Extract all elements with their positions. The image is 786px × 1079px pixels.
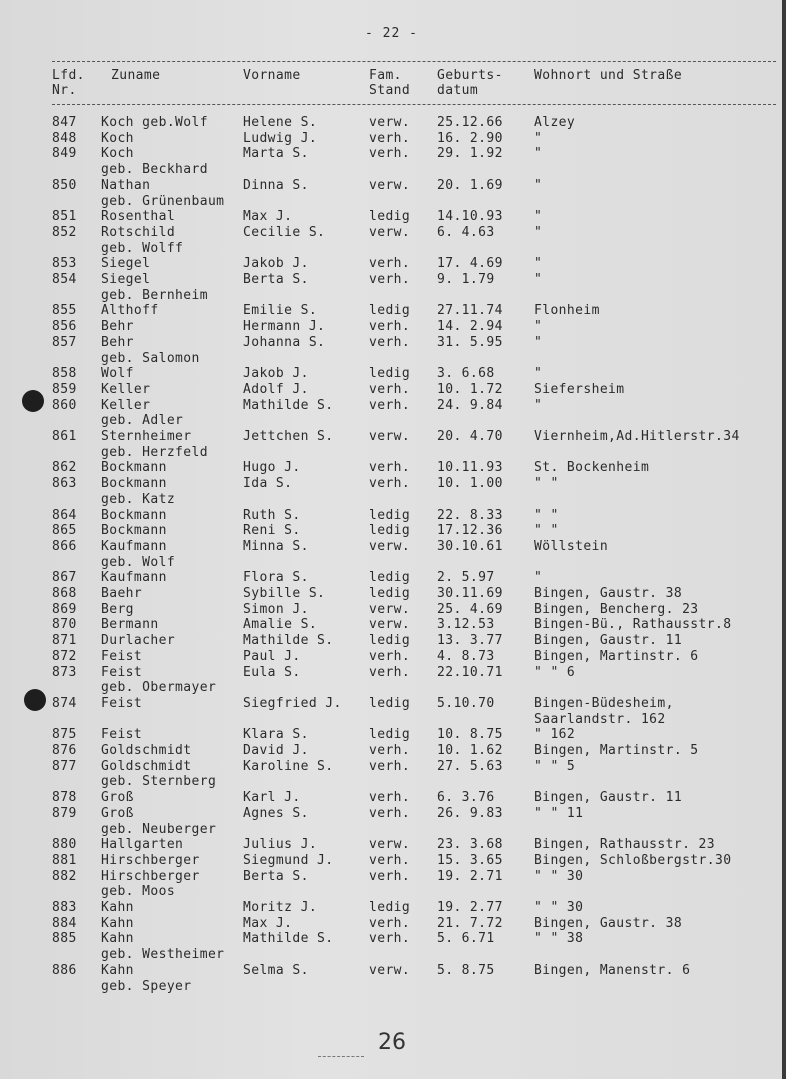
birth-date-cell: 3.12.53 <box>437 617 495 633</box>
surname-cell: Kaufmann <box>101 570 167 586</box>
residence-cell: Bingen, Martinstr. 6 <box>534 648 699 664</box>
residence-cell: Bingen, Rathausstr. 23 <box>534 837 715 853</box>
rule-header <box>52 104 776 105</box>
marital-status-cell: verh. <box>369 381 411 397</box>
marital-status-cell: verh. <box>369 146 411 162</box>
first-name-cell: Ida S. <box>243 476 293 492</box>
marital-status-cell: verw. <box>369 837 411 853</box>
birth-date-cell: 10.11.93 <box>437 460 503 476</box>
marital-status-cell: verw. <box>369 601 411 617</box>
marital-status-cell: ledig <box>369 209 411 225</box>
punch-hole <box>22 390 44 412</box>
first-name-cell: Cecilie S. <box>243 224 326 240</box>
surname-cell: Siegel <box>101 272 151 287</box>
birth-date-cell: 10. 1.72 <box>437 381 503 397</box>
birth-date-cell: 25.12.66 <box>437 115 503 130</box>
surname-cell: Groß <box>101 790 134 806</box>
residence-cell: Viernheim,Ad.Hitlerstr.34 <box>534 429 740 444</box>
entry-number-cell: 855 <box>52 303 77 319</box>
marital-status-cell: verh. <box>369 256 411 272</box>
marital-status-cell: ledig <box>369 695 411 711</box>
marital-status-cell: ledig <box>369 303 411 319</box>
birth-date-cell: 10. 1.62 <box>437 743 503 758</box>
marital-status-cell: ledig <box>369 366 411 382</box>
marital-status-cell: verh. <box>369 931 411 947</box>
first-name-cell: Hermann J. <box>243 319 326 335</box>
header-datum: datum <box>437 83 479 98</box>
entry-number-cell: 880 <box>52 837 77 853</box>
entry-number-cell: 849 <box>52 146 77 162</box>
entry-number-cell: 868 <box>52 586 77 601</box>
marital-status-cell: ledig <box>369 523 411 539</box>
birth-date-cell: 26. 9.83 <box>437 805 503 821</box>
residence-cell: Bingen, Gaustr. 38 <box>534 586 683 601</box>
surname-cell: Althoff <box>101 303 159 319</box>
entry-number-cell: 861 <box>52 429 77 444</box>
header-fam: Fam. <box>369 68 402 83</box>
residence-cell: " " <box>534 507 559 523</box>
entry-number-cell: 869 <box>52 601 77 617</box>
marital-status-cell: verh. <box>369 648 411 664</box>
marital-status-cell: ledig <box>369 507 411 523</box>
birth-date-cell: 30.10.61 <box>437 538 503 554</box>
marital-status-cell: ledig <box>369 633 411 649</box>
header-wohnort: Wohnort und Straße <box>534 68 683 83</box>
marital-status-cell: verh. <box>369 852 411 868</box>
first-name-cell: Mathilde S. <box>243 931 334 947</box>
marital-status-cell: verh. <box>369 758 411 774</box>
marital-status-cell: verh. <box>369 915 411 931</box>
entry-number-cell: 886 <box>52 962 77 978</box>
first-name-cell: Amalie S. <box>243 617 318 633</box>
residence-cell: St. Bockenheim <box>534 460 650 476</box>
residence-cell: Bingen, Bencherg. 23 <box>534 601 699 617</box>
first-name-cell: Mathilde S. <box>243 633 334 649</box>
first-name-cell: Paul J. <box>243 648 301 664</box>
first-name-cell: Klara S. <box>243 727 309 743</box>
residence-cell: " " 5 <box>534 758 576 774</box>
residence-cell: " <box>534 366 543 382</box>
entry-number-cell: 876 <box>52 743 77 758</box>
first-name-cell: Dinna S. <box>243 177 309 193</box>
residence-cell: " <box>534 177 543 193</box>
residence-cell: Bingen, Gaustr. 38 <box>534 915 683 931</box>
header-vorname: Vorname <box>243 68 301 83</box>
first-name-cell: Flora S. <box>243 570 309 586</box>
first-name-cell: Selma S. <box>243 962 309 978</box>
surname-cell: geb. Speyer <box>101 978 192 994</box>
marital-status-cell: verw. <box>369 538 411 554</box>
first-name-cell: Mathilde S. <box>243 397 334 413</box>
birth-date-cell: 6. 3.76 <box>437 790 495 806</box>
birth-date-cell: 5. 6.71 <box>437 931 495 947</box>
header-geburts: Geburts- <box>437 68 503 83</box>
birth-date-cell: 10. 8.75 <box>437 727 503 743</box>
surname-cell: geb. Bernheim <box>101 287 208 303</box>
surname-cell: Koch <box>101 130 134 146</box>
birth-date-cell: 4. 8.73 <box>437 648 495 664</box>
first-name-cell: Agnes S. <box>243 805 309 821</box>
first-name-cell: Jakob J. <box>243 256 309 272</box>
surname-cell: Behr <box>101 334 134 350</box>
entry-number-cell: 881 <box>52 852 77 868</box>
marital-status-cell: ledig <box>369 900 411 915</box>
surname-cell: Nathan <box>101 177 151 193</box>
surname-cell: Siegel <box>101 256 151 272</box>
marital-status-cell: verw. <box>369 962 411 978</box>
surname-cell: geb. Beckhard <box>101 162 208 178</box>
residence-cell: Saarlandstr. 162 <box>534 711 666 727</box>
residence-cell: Bingen, Schloßbergstr.30 <box>534 852 732 868</box>
entry-number-cell: 852 <box>52 224 77 240</box>
birth-date-cell: 30.11.69 <box>437 586 503 601</box>
entry-number-cell: 878 <box>52 790 77 806</box>
residence-cell: Flonheim <box>534 303 600 319</box>
marital-status-cell: verh. <box>369 790 411 806</box>
entry-number-cell: 870 <box>52 617 77 633</box>
residence-cell: Alzey <box>534 115 576 130</box>
marital-status-cell: verh. <box>369 397 411 413</box>
birth-date-cell: 9. 1.79 <box>437 272 495 287</box>
birth-date-cell: 13. 3.77 <box>437 633 503 649</box>
surname-cell: Kahn <box>101 962 134 978</box>
marital-status-cell: ledig <box>369 570 411 586</box>
first-name-cell: Moritz J. <box>243 900 318 915</box>
entry-number-cell: 856 <box>52 319 77 335</box>
first-name-cell: David J. <box>243 743 309 758</box>
entry-number-cell: 850 <box>52 177 77 193</box>
birth-date-cell: 2. 5.97 <box>437 570 495 586</box>
residence-cell: " " 30 <box>534 900 584 915</box>
marital-status-cell: ledig <box>369 727 411 743</box>
marital-status-cell: verh. <box>369 130 411 146</box>
entry-number-cell: 874 <box>52 695 77 711</box>
birth-date-cell: 6. 4.63 <box>437 224 495 240</box>
birth-date-cell: 22.10.71 <box>437 664 503 680</box>
birth-date-cell: 15. 3.65 <box>437 852 503 868</box>
first-name-cell: Helene S. <box>243 115 318 130</box>
surname-cell: geb. Adler <box>101 413 184 429</box>
surname-cell: Bockmann <box>101 460 167 476</box>
header-stand: Stand <box>369 83 411 98</box>
residence-cell: " <box>534 272 543 287</box>
first-name-cell: Berta S. <box>243 868 309 884</box>
surname-cell: geb. Westheimer <box>101 947 225 963</box>
residence-cell: " " 38 <box>534 931 584 947</box>
first-name-cell: Eula S. <box>243 664 301 680</box>
surname-cell: Keller <box>101 397 151 413</box>
birth-date-cell: 17.12.36 <box>437 523 503 539</box>
residence-cell: Bingen-Bü., Rathausstr.8 <box>534 617 732 633</box>
first-name-cell: Minna S. <box>243 538 309 554</box>
residence-cell: " <box>534 130 543 146</box>
entry-number-cell: 871 <box>52 633 77 649</box>
marital-status-cell: verw. <box>369 617 411 633</box>
surname-cell: Rosenthal <box>101 209 176 225</box>
entry-number-cell: 885 <box>52 931 77 947</box>
first-name-cell: Emilie S. <box>243 303 318 319</box>
entry-number-cell: 867 <box>52 570 77 586</box>
surname-cell: Rotschild <box>101 224 176 240</box>
surname-cell: Durlacher <box>101 633 176 649</box>
marital-status-cell: verh. <box>369 460 411 476</box>
marital-status-cell: verw. <box>369 115 411 130</box>
marital-status-cell: verw. <box>369 429 411 444</box>
surname-cell: geb. Moos <box>101 884 176 900</box>
surname-cell: Goldschmidt <box>101 758 192 774</box>
residence-cell: Bingen, Gaustr. 11 <box>534 790 683 806</box>
marital-status-cell: verh. <box>369 743 411 758</box>
birth-date-cell: 29. 1.92 <box>437 146 503 162</box>
first-name-cell: Hugo J. <box>243 460 301 476</box>
surname-cell: Kahn <box>101 915 134 931</box>
surname-cell: Behr <box>101 319 134 335</box>
marital-status-cell: verh. <box>369 664 411 680</box>
birth-date-cell: 14.10.93 <box>437 209 503 225</box>
first-name-cell: Karoline S. <box>243 758 334 774</box>
entry-number-cell: 875 <box>52 727 77 743</box>
birth-date-cell: 27. 5.63 <box>437 758 503 774</box>
header-lfd: Lfd. <box>52 68 85 83</box>
marital-status-cell: verh. <box>369 476 411 492</box>
page-number: - 22 - <box>365 26 418 41</box>
surname-cell: Wolf <box>101 366 134 382</box>
surname-cell: Keller <box>101 381 151 397</box>
birth-date-cell: 19. 2.77 <box>437 900 503 915</box>
residence-cell: Bingen, Manenstr. 6 <box>534 962 691 978</box>
surname-cell: Baehr <box>101 586 143 601</box>
birth-date-cell: 20. 1.69 <box>437 177 503 193</box>
page-edge-shadow <box>782 0 786 1079</box>
surname-cell: geb. Grünenbaum <box>101 193 225 209</box>
first-name-cell: Max J. <box>243 915 293 931</box>
surname-cell: geb. Neuberger <box>101 821 217 837</box>
residence-cell: Bingen-Büdesheim, <box>534 695 674 711</box>
surname-cell: Hirschberger <box>101 868 200 884</box>
surname-cell: Koch <box>101 146 134 162</box>
surname-cell: Bockmann <box>101 507 167 523</box>
surname-cell: Feist <box>101 664 143 680</box>
birth-date-cell: 20. 4.70 <box>437 429 503 444</box>
first-name-cell: Jettchen S. <box>243 429 334 444</box>
entry-number-cell: 857 <box>52 334 77 350</box>
surname-cell: geb. Herzfeld <box>101 444 208 460</box>
entry-number-cell: 884 <box>52 915 77 931</box>
entry-number-cell: 865 <box>52 523 77 539</box>
folio-number: 26 <box>378 1030 406 1055</box>
first-name-cell: Siegfried J. <box>243 695 342 711</box>
entry-number-cell: 848 <box>52 130 77 146</box>
surname-cell: Hallgarten <box>101 837 184 853</box>
first-name-cell: Jakob J. <box>243 366 309 382</box>
surname-cell: geb. Katz <box>101 491 176 507</box>
surname-cell: Kaufmann <box>101 538 167 554</box>
surname-cell: Feist <box>101 648 143 664</box>
surname-cell: geb. Wolf <box>101 554 176 570</box>
birth-date-cell: 24. 9.84 <box>437 397 503 413</box>
residence-cell: " <box>534 224 543 240</box>
surname-cell: Groß <box>101 805 134 821</box>
marital-status-cell: verh. <box>369 334 411 350</box>
entry-number-cell: 882 <box>52 868 77 884</box>
first-name-cell: Karl J. <box>243 790 301 806</box>
marital-status-cell: verh. <box>369 272 411 287</box>
surname-cell: Sternheimer <box>101 429 192 444</box>
residence-cell: " " <box>534 476 559 492</box>
entry-number-cell: 879 <box>52 805 77 821</box>
birth-date-cell: 31. 5.95 <box>437 334 503 350</box>
surname-cell: Hirschberger <box>101 852 200 868</box>
surname-cell: Goldschmidt <box>101 743 192 758</box>
surname-cell: Koch geb.Wolf <box>101 115 208 130</box>
first-name-cell: Johanna S. <box>243 334 326 350</box>
residence-cell: " " 11 <box>534 805 584 821</box>
first-name-cell: Ludwig J. <box>243 130 318 146</box>
entry-number-cell: 863 <box>52 476 77 492</box>
residence-cell: " <box>534 334 543 350</box>
residence-cell: " <box>534 570 543 586</box>
entry-number-cell: 860 <box>52 397 77 413</box>
entry-number-cell: 862 <box>52 460 77 476</box>
entry-number-cell: 883 <box>52 900 77 915</box>
punch-hole <box>24 689 46 711</box>
first-name-cell: Julius J. <box>243 837 318 853</box>
marital-status-cell: verh. <box>369 805 411 821</box>
entry-number-cell: 851 <box>52 209 77 225</box>
folio-rule <box>318 1056 364 1057</box>
surname-cell: Kahn <box>101 900 134 915</box>
surname-cell: Bockmann <box>101 476 167 492</box>
residence-cell: " <box>534 256 543 272</box>
entry-number-cell: 872 <box>52 648 77 664</box>
surname-cell: Feist <box>101 695 143 711</box>
birth-date-cell: 22. 8.33 <box>437 507 503 523</box>
first-name-cell: Berta S. <box>243 272 309 287</box>
marital-status-cell: verh. <box>369 319 411 335</box>
rule-top <box>52 61 776 62</box>
birth-date-cell: 5.10.70 <box>437 695 495 711</box>
entry-number-cell: 858 <box>52 366 77 382</box>
first-name-cell: Max J. <box>243 209 293 225</box>
marital-status-cell: verh. <box>369 868 411 884</box>
birth-date-cell: 27.11.74 <box>437 303 503 319</box>
birth-date-cell: 5. 8.75 <box>437 962 495 978</box>
surname-cell: Bermann <box>101 617 159 633</box>
birth-date-cell: 25. 4.69 <box>437 601 503 617</box>
surname-cell: geb. Sternberg <box>101 774 217 790</box>
entry-number-cell: 864 <box>52 507 77 523</box>
birth-date-cell: 14. 2.94 <box>437 319 503 335</box>
residence-cell: Bingen, Gaustr. 11 <box>534 633 683 649</box>
first-name-cell: Ruth S. <box>243 507 301 523</box>
residence-cell: " <box>534 209 543 225</box>
surname-cell: geb. Obermayer <box>101 680 217 696</box>
birth-date-cell: 16. 2.90 <box>437 130 503 146</box>
residence-cell: " " <box>534 523 559 539</box>
birth-date-cell: 21. 7.72 <box>437 915 503 931</box>
first-name-cell: Adolf J. <box>243 381 309 397</box>
marital-status-cell: verw. <box>369 224 411 240</box>
first-name-cell: Siegmund J. <box>243 852 334 868</box>
marital-status-cell: verw. <box>369 177 411 193</box>
residence-cell: " <box>534 397 543 413</box>
first-name-cell: Marta S. <box>243 146 309 162</box>
residence-cell: " 162 <box>534 727 576 743</box>
surname-cell: geb. Salomon <box>101 350 200 366</box>
entry-number-cell: 877 <box>52 758 77 774</box>
surname-cell: Kahn <box>101 931 134 947</box>
entry-number-cell: 853 <box>52 256 77 272</box>
residence-cell: Bingen, Martinstr. 5 <box>534 743 699 758</box>
first-name-cell: Simon J. <box>243 601 309 617</box>
entry-number-cell: 847 <box>52 115 77 130</box>
birth-date-cell: 3. 6.68 <box>437 366 495 382</box>
marital-status-cell: ledig <box>369 586 411 601</box>
first-name-cell: Reni S. <box>243 523 301 539</box>
surname-cell: Berg <box>101 601 134 617</box>
birth-date-cell: 17. 4.69 <box>437 256 503 272</box>
header-nr: Nr. <box>52 83 77 98</box>
surname-cell: geb. Wolff <box>101 240 184 256</box>
surname-cell: Feist <box>101 727 143 743</box>
residence-cell: Wöllstein <box>534 538 609 554</box>
first-name-cell: Sybille S. <box>243 586 326 601</box>
header-zuname: Zuname <box>111 68 161 83</box>
residence-cell: " <box>534 146 543 162</box>
entry-number-cell: 854 <box>52 272 77 287</box>
residence-cell: " " 30 <box>534 868 584 884</box>
entry-number-cell: 866 <box>52 538 77 554</box>
entry-number-cell: 859 <box>52 381 77 397</box>
entry-number-cell: 873 <box>52 664 77 680</box>
birth-date-cell: 23. 3.68 <box>437 837 503 853</box>
residence-cell: " <box>534 319 543 335</box>
surname-cell: Bockmann <box>101 523 167 539</box>
residence-cell: " " 6 <box>534 664 576 680</box>
residence-cell: Siefersheim <box>534 381 625 397</box>
birth-date-cell: 19. 2.71 <box>437 868 503 884</box>
birth-date-cell: 10. 1.00 <box>437 476 503 492</box>
